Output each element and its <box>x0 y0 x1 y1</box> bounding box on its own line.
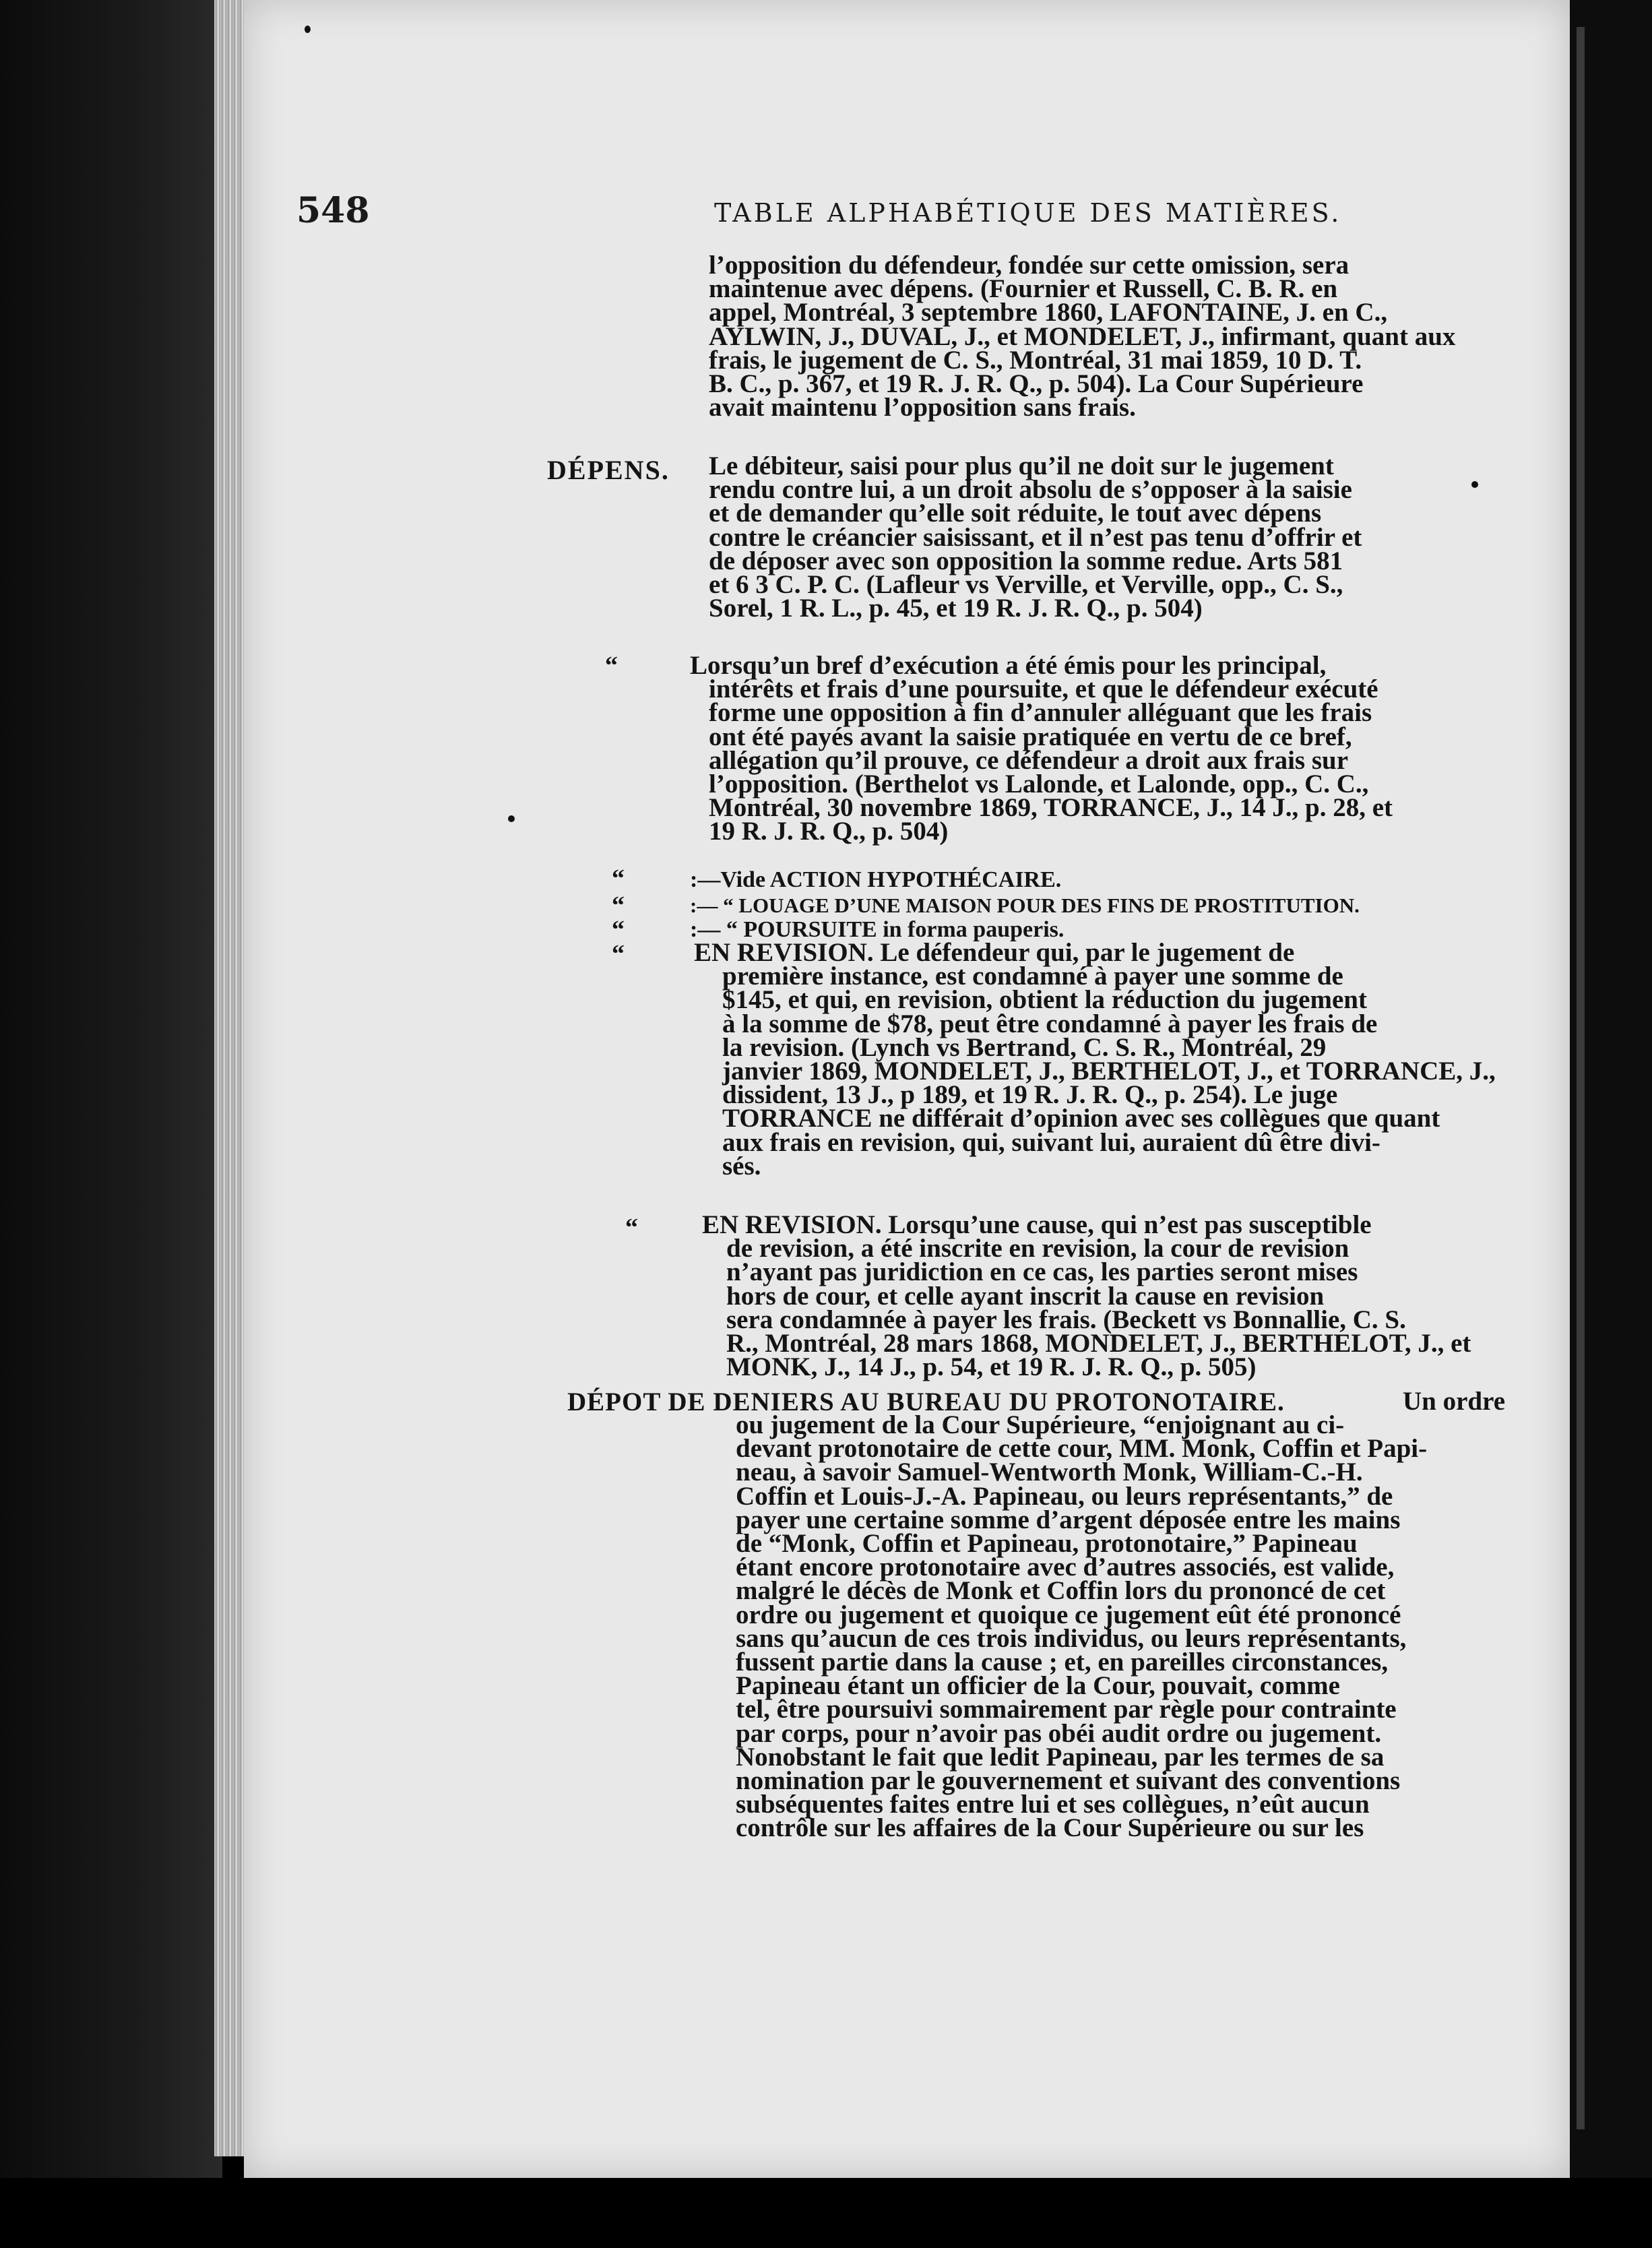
cross-reference: :—Vide ACTION HYPOTHÉCAIRE. <box>690 867 1062 892</box>
text-line: TORRANCE ne différait d’opinion avec ses collègues que quant <box>722 1104 1440 1133</box>
entry-body <box>690 651 1393 846</box>
text-line: aux frais en revision, qui, suivant lui, auraient dû être divi- <box>722 1127 1380 1157</box>
text-line: à la somme de $78, peut être condamné à payer les frais de <box>722 1009 1378 1038</box>
scan-speck <box>305 26 311 33</box>
entry-heading: DÉPENS. <box>547 455 670 485</box>
scan-right-strip <box>1577 27 1585 2129</box>
text-line: tel, être poursuivi sommairement par règle pour contrainte <box>736 1695 1397 1724</box>
text-line: ordre ou jugement et quoique ce jugement eût été prononcé <box>736 1600 1401 1629</box>
entry-body <box>694 938 1496 1181</box>
text-line: Coffin et Louis-J.-A. Papineau, ou leurs représentants,” de <box>736 1481 1393 1511</box>
cross-reference: :— “ POURSUITE in forma pauperis. <box>690 917 1065 942</box>
text-line: et 6 3 C. P. C. (Lafleur vs Verville, et Verville, opp., C. S., <box>709 570 1343 600</box>
text-line: ou jugement de la Cour Supérieure, “enjoignant au ci- <box>736 1410 1345 1439</box>
text-line: frais, le jugement de C. S., Montréal, 31 mai 1859, 10 D. T. <box>709 345 1362 375</box>
text-line: Le débiteur, saisi pour plus qu’il ne doit sur le jugement <box>709 451 1334 480</box>
text-line: payer une certaine somme d’argent déposée entre les mains <box>736 1505 1401 1534</box>
entry-body <box>702 1210 1471 1382</box>
text-line: janvier 1869, MONDELET, J., BERTHELOT, J., et TORRANCE, J., <box>722 1057 1496 1086</box>
text-line: rendu contre lui, a un droit absolu de s’opposer à la saisie <box>709 475 1352 505</box>
entry-continuation <box>709 251 1456 423</box>
text-line: Lorsqu’un bref d’exécution a été émis pour les principal, <box>690 651 1327 680</box>
text-line: sans qu’aucun de ces trois individus, ou leurs représentants, <box>736 1623 1407 1653</box>
cross-reference: :— “ LOUAGE D’UNE MAISON POUR DES FINS DE PROSTITUTION. <box>690 894 1360 917</box>
entry-body <box>736 1410 1428 1843</box>
text-line: et de demander qu’elle soit réduite, le tout avec dépens <box>709 499 1322 528</box>
text-line: B. C., p. 367, et 19 R. J. R. Q., p. 504). La Cour Supérieure <box>709 369 1364 399</box>
text-line: AYLWIN, J., DUVAL, J., et MONDELET, J., infirmant, quant aux <box>709 321 1456 351</box>
ditto-mark: “ <box>605 652 618 680</box>
text-line: par corps, pour n’avoir pas obéi audit ordre ou jugement. <box>736 1718 1382 1748</box>
text-line: de “Monk, Coffin et Papineau, protonotaire,” Papineau <box>736 1529 1358 1559</box>
entry-heading: DÉPOT DE DENIERS AU BUREAU DU PROTONOTAIRE. <box>567 1387 1285 1416</box>
text-line: intérêts et frais d’une poursuite, et que le défendeur exécuté <box>709 675 1378 704</box>
text-line: n’ayant pas juridiction en ce cas, les parties seront mises <box>726 1257 1358 1287</box>
text-line: neau, à savoir Samuel-Wentworth Monk, William-C.-H. <box>736 1458 1363 1487</box>
text-line: ont été payés avant la saisie pratiquée en vertu de ce bref, <box>709 722 1352 751</box>
text-line: subséquentes faites entre lui et ses collègues, n’eût aucun <box>736 1790 1370 1819</box>
text-line: contre le créancier saisissant, et il n’est pas tenu d’offrir et <box>709 522 1362 552</box>
text-line: nomination par le gouvernement et suivant des conventions <box>736 1766 1401 1796</box>
text-line: malgré le décès de Monk et Coffin lors du prononcé de cet <box>736 1576 1386 1606</box>
running-head: TABLE ALPHABÉTIQUE DES MATIÈRES. <box>714 198 1342 228</box>
text-line: de déposer avec son opposition la somme redue. Arts 581 <box>709 546 1343 575</box>
text-line: MONK, J., 14 J., p. 54, et 19 R. J. R. Q., p. 505) <box>726 1352 1257 1382</box>
text-line: $145, et qui, en revision, obtient la réduction du jugement <box>722 985 1367 1015</box>
page-header <box>0 190 1652 230</box>
text-line: Nonobstant le fait que ledit Papineau, par les termes de sa <box>736 1742 1385 1772</box>
ditto-mark: “ <box>612 892 625 920</box>
scan-bottom-margin <box>0 2178 1652 2248</box>
text-line: première instance, est condamné à payer une somme de <box>722 962 1343 991</box>
text-line: l’opposition. (Berthelot vs Lalonde, et Lalonde, opp., C. C., <box>709 770 1369 799</box>
text-line: de revision, a été inscrite en revision, la cour de revision <box>726 1234 1349 1263</box>
text-line: forme une opposition à fin d’annuler alléguant que les frais <box>709 698 1372 728</box>
text-line: avait maintenu l’opposition sans frais. <box>709 393 1136 423</box>
text-line: Papineau étant un officier de la Cour, pouvait, comme <box>736 1671 1340 1701</box>
ditto-mark: “ <box>612 865 625 893</box>
text-line: devant protonotaire de cette cour, MM. Monk, Coffin et Papi- <box>736 1434 1428 1464</box>
entry-body <box>709 451 1362 623</box>
text-line: EN REVISION. Le défendeur qui, par le jugement de <box>694 938 1295 967</box>
entry-body-lead: Un ordre <box>1403 1387 1506 1416</box>
ditto-mark: “ <box>612 916 625 944</box>
scan-left-margin <box>0 0 222 2248</box>
text-line: contrôle sur les affaires de la Cour Supérieure ou sur les <box>736 1813 1364 1843</box>
text-line: maintenue avec dépens. (Fournier et Russell, C. B. R. en <box>709 274 1338 304</box>
text-line: dissident, 13 J., p 189, et 19 R. J. R. Q., p. 254). Le juge <box>722 1080 1338 1110</box>
text-line: sés. <box>722 1151 761 1181</box>
ditto-mark: “ <box>625 1214 638 1242</box>
text-line: 19 R. J. R. Q., p. 504) <box>709 817 949 846</box>
page-number: 548 <box>296 190 370 231</box>
ditto-mark: “ <box>612 940 625 968</box>
text-line: Montréal, 30 novembre 1869, TORRANCE, J., 14 J., p. 28, et <box>709 793 1393 823</box>
text-line: appel, Montréal, 3 septembre 1860, LAFONTAINE, J. en C., <box>709 298 1388 327</box>
text-line: fussent partie dans la cause ; et, en pareilles circonstances, <box>736 1648 1389 1677</box>
text-line: la revision. (Lynch vs Bertrand, C. S. R., Montréal, 29 <box>722 1032 1327 1062</box>
text-line: allégation qu’il prouve, ce défendeur a droit aux frais sur <box>709 745 1349 775</box>
text-line: hors de cour, et celle ayant inscrit la cause en revision <box>726 1281 1325 1311</box>
text-line: R., Montréal, 28 mars 1868, MONDELET, J., BERTHELOT, J., et <box>726 1329 1471 1359</box>
text-line: Sorel, 1 R. L., p. 45, et 19 R. J. R. Q., p. 504) <box>709 594 1203 623</box>
text-line: l’opposition du défendeur, fondée sur cette omission, sera <box>709 251 1349 280</box>
text-line: sera condamnée à payer les frais. (Beckett vs Bonnallie, C. S. <box>726 1305 1406 1334</box>
scan-speck <box>508 815 515 822</box>
scan-speck <box>1471 481 1478 488</box>
text-line: étant encore protonotaire avec d’autres associés, est valide, <box>736 1553 1395 1582</box>
text-line: EN REVISION. Lorsqu’une cause, qui n’est pas susceptible <box>702 1210 1372 1239</box>
